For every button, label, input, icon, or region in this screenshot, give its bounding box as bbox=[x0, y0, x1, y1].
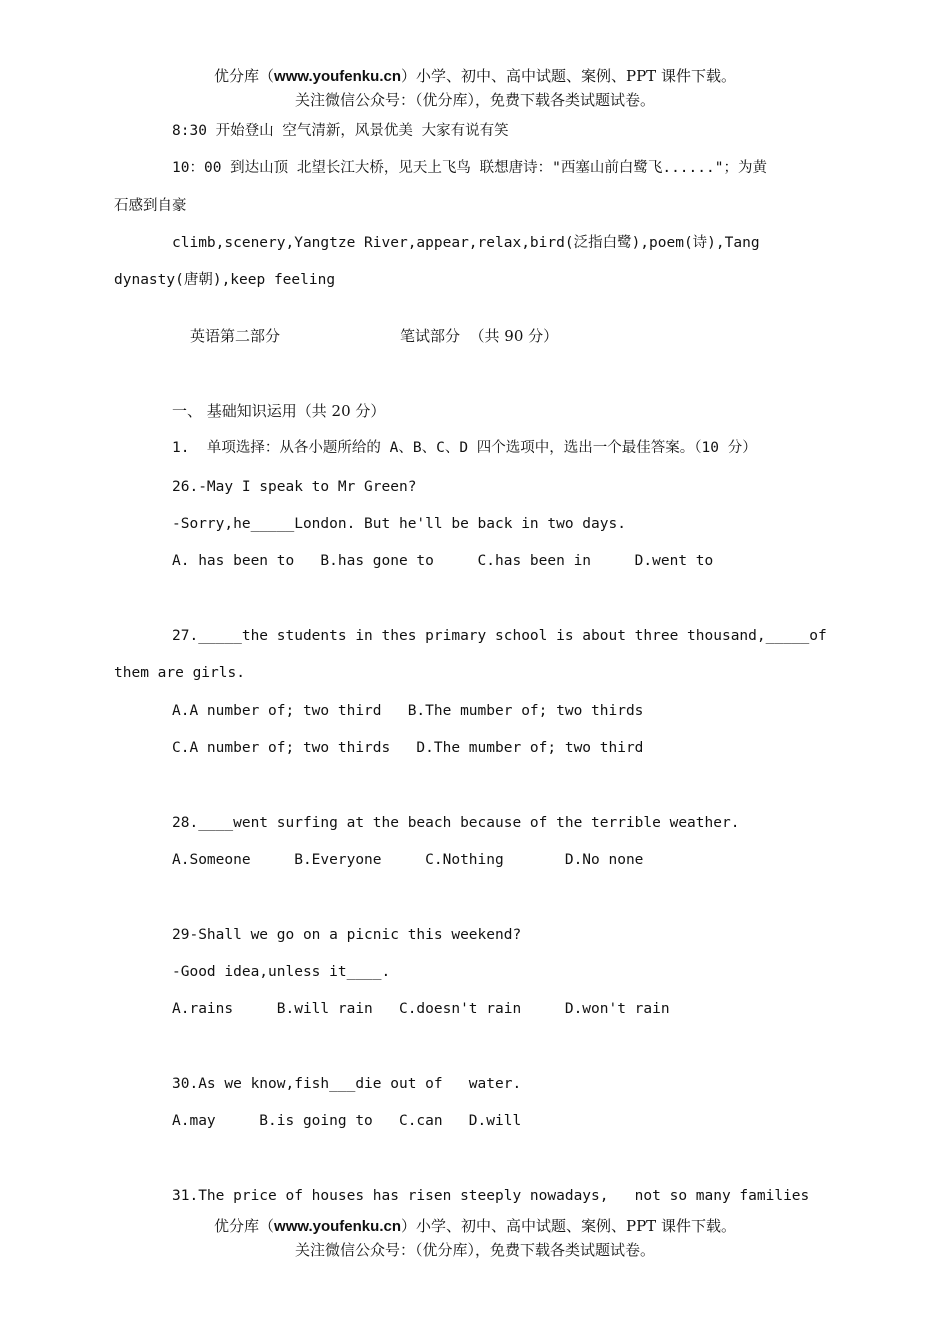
q28-options: A.Someone B.Everyone C.Nothing D.No none bbox=[172, 852, 644, 868]
q27-prompt-cont: them are girls. bbox=[114, 665, 245, 681]
page-footer bbox=[0, 1214, 950, 1262]
q28-prompt: 28.____went surfing at the beach because of the terrible weather. bbox=[172, 815, 740, 831]
footer-suffix: ）小学、初中、高中试题、案例、PPT 课件下载。 bbox=[401, 1217, 736, 1235]
part2-title-right: 笔试部分 （共 90 分） bbox=[400, 327, 559, 345]
q27-options-2: C.A number of; two thirds D.The mumber of; two third bbox=[172, 740, 644, 756]
header-prefix: 优分库（ bbox=[214, 67, 275, 85]
footer-prefix: 优分库（ bbox=[214, 1217, 275, 1235]
section1-instruction: 1. 单项选择：从各小题所给的 A、B、C、D 四个选项中，选出一个最佳答案。（10 分） bbox=[172, 440, 757, 456]
essay-words-a: climb,scenery,Yangtze River,appear,relax,bird(泛指白鹭),poem(诗),Tang bbox=[172, 235, 760, 251]
header-line-1 bbox=[0, 64, 950, 88]
footer-line-1 bbox=[0, 1214, 950, 1238]
q29-prompt: 29-Shall we go on a picnic this weekend? bbox=[172, 927, 522, 943]
section1-title: 一、 基础知识运用（共 20 分） bbox=[172, 402, 386, 420]
footer-line-2: 关注微信公众号：（优分库），免费下载各类试题试卷。 bbox=[294, 1241, 655, 1259]
q27-options-1: A.A number of; two third B.The mumber of; two thirds bbox=[172, 703, 644, 719]
header-suffix: ）小学、初中、高中试题、案例、PPT 课件下载。 bbox=[401, 67, 736, 85]
q29-reply: -Good idea,unless it____. bbox=[172, 964, 391, 980]
header-line-2: 关注微信公众号：（优分库），免费下载各类试题试卷。 bbox=[294, 91, 655, 109]
q31-prompt: 31.The price of houses has risen steeply nowadays, not so many families bbox=[172, 1188, 810, 1204]
footer-url: www.youfenku.cn bbox=[274, 1218, 401, 1235]
q26-options: A. has been to B.has gone to C.has been in D.went to bbox=[172, 553, 714, 569]
essay-line-1000-a: 10：00 到达山顶 北望长江大桥，见天上飞鸟 联想唐诗："西塞山前白鹭飞......"；为黄 bbox=[172, 160, 767, 176]
essay-line-1000-b: 石感到自豪 bbox=[114, 198, 187, 214]
q26-reply: -Sorry,he_____London. But he'll be back in two days. bbox=[172, 516, 626, 532]
essay-words-b: dynasty(唐朝),keep feeling bbox=[114, 272, 336, 288]
q30-options: A.may B.is going to C.can D.will bbox=[172, 1113, 522, 1129]
q30-prompt: 30.As we know,fish___die out of water. bbox=[172, 1076, 522, 1092]
header-url: www.youfenku.cn bbox=[274, 68, 401, 85]
part2-title-left: 英语第二部分 bbox=[190, 327, 281, 345]
q27-prompt: 27._____the students in thes primary school is about three thousand,_____of bbox=[172, 628, 827, 644]
essay-line-0830: 8:30 开始登山 空气清新，风景优美 大家有说有笑 bbox=[172, 123, 509, 139]
page-header bbox=[0, 64, 950, 112]
q26-prompt: 26.-May I speak to Mr Green? bbox=[172, 479, 417, 495]
q29-options: A.rains B.will rain C.doesn't rain D.won't rain bbox=[172, 1001, 670, 1017]
